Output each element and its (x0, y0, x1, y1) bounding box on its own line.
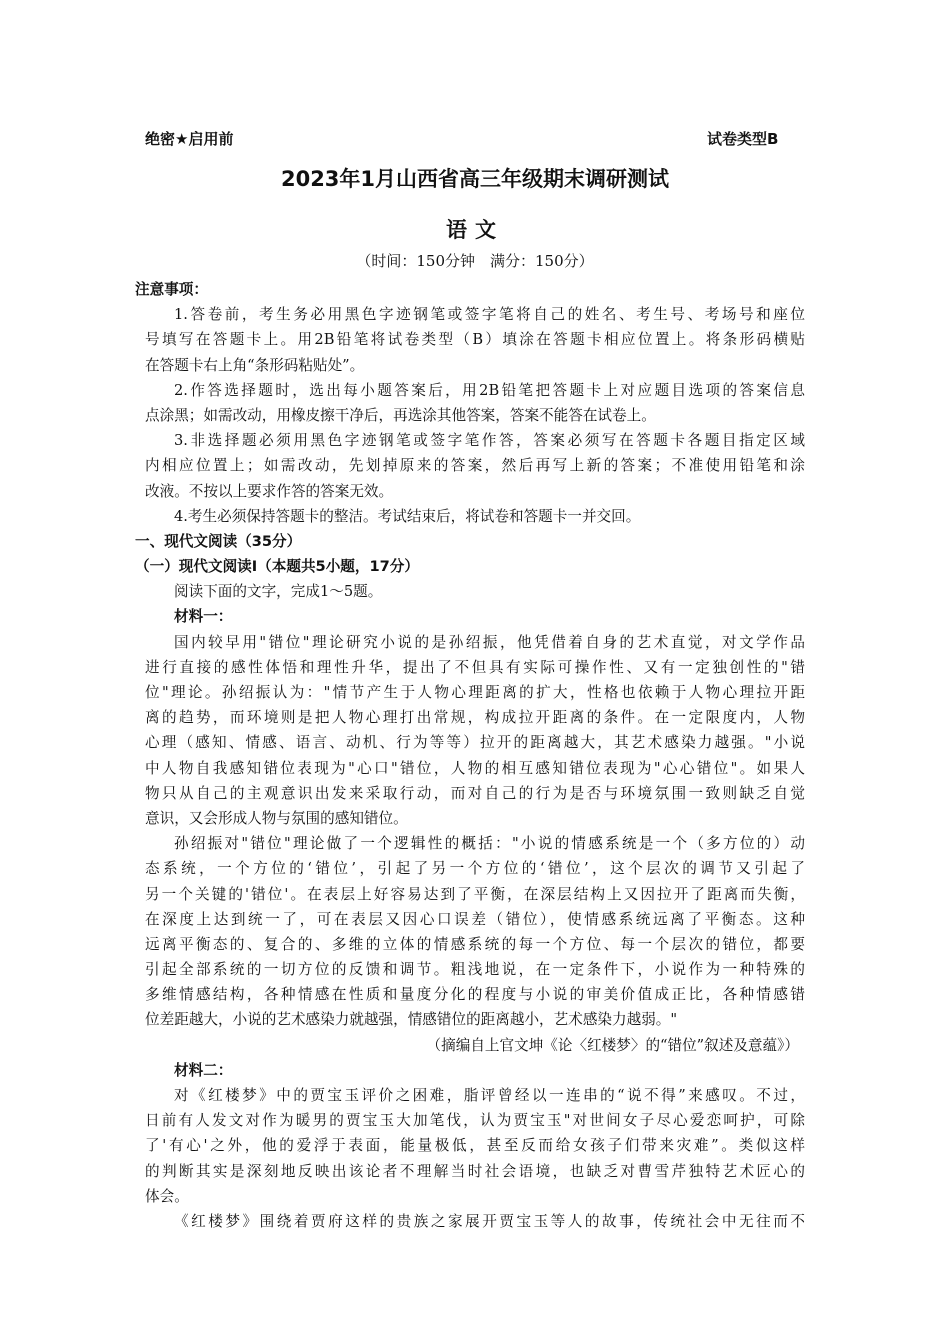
notice-line: 点涂黑；如需改动，用橡皮擦干净后，再选涂其他答案，答案不能答在试卷上。 (145, 406, 656, 424)
passage-line: 日前有人发文对作为暖男的贾宝玉大加笔伐，认为贾宝玉"对世间女子尽心爱恋呵护，可除 (145, 1112, 805, 1130)
notice-line: 号填写在答题卡上。用2B铅笔将试卷类型（B）填涂在答题卡相应位置上。将条形码横贴 (145, 331, 805, 349)
passage-line: 体会。 (145, 1187, 189, 1205)
passage-line: 国内较早用"错位"理论研究小说的是孙绍振，他凭借着自身的艺术直觉，对文学作品 (174, 633, 805, 651)
notice-line: 改液。不按以上要求作答的答案无效。 (145, 482, 394, 500)
notice-line: 1.答卷前，考生务必用黑色字迹钢笔或签字笔将自己的姓名、考生号、考场号和座位 (174, 306, 805, 324)
notice-line: 3.非选择题必须用黑色字迹钢笔或签字笔作答，答案必须写在答题卡各题目指定区域 (174, 432, 805, 450)
passage-line: 的判断其实是深刻地反映出该论者不理解当时社会语境，也缺乏对曹雪芹独特艺术匠心的 (145, 1162, 805, 1180)
passage-line: 态系统，一个方位的‘错位’，引起了另一个方位的‘错位’，这个层次的调节又引起了 (145, 860, 805, 878)
exam-content (135, 277, 805, 1234)
secret-label: 绝密★启用前 (145, 130, 234, 148)
reading-instruction: 阅读下面的文字，完成1～5题。 (174, 583, 383, 601)
notice-heading: 注意事项： (135, 281, 208, 298)
subsection-heading: （一）现代文阅读Ⅰ（本题共5小题，17分） (135, 558, 419, 576)
passage-line: 位差距越大，小说的艺术感染力就越强，情感错位的距离越小，艺术感染力越弱。" (145, 1011, 678, 1029)
passage-line: 心理（感知、情感、语言、动机、行为等等）拉开的距离越大，其艺术感染力越强。"小说 (145, 734, 805, 752)
passage-line: 位"理论。孙绍振认为："情节产生于人物心理距离的扩大，性格也依赖于人物心理拉开距 (145, 684, 805, 701)
passage-line: 中人物自我感知错位表现为"心口"错位，人物的相互感知错位表现为"心心错位"。如果人 (145, 759, 805, 777)
passage-line: 另一个关键的'错位'。在表层上好容易达到了平衡，在深层结构上又因拉开了距离而失衡， (145, 885, 805, 903)
notice-line: 在答题卡右上角“条形码粘贴处”。 (145, 356, 365, 374)
passage-line: 了'有心'之外，他的爱浮于表面，能量极低，甚至反而给女孩子们带来灾难”。类似这样 (145, 1137, 805, 1155)
passage-line: 意识，又会形成人物与氛围的感知错位。 (145, 809, 408, 827)
passage-line: 《红楼梦》围绕着贾府这样的贵族之家展开贾宝玉等人的故事，传统社会中无往而不 (174, 1212, 805, 1230)
material-one-source: （摘编自上官文坤《论〈红楼梦〉的“错位”叙述及意蕴》） (426, 1036, 799, 1054)
passage-line: 远离平衡态的、复合的、多维的立体的情感系统的每一个方位、每一个层次的错位，都要 (145, 935, 805, 953)
passage-line: 多维情感结构，各种情感在性质和量度分化的程度与小说的审美价值成正比，各种情感错 (145, 986, 805, 1004)
time-info: （时间：150分钟 满分：150分） (356, 252, 594, 270)
exam-title: 2023年1月山西省高三年级期末调研测试 (280, 167, 670, 191)
paper-type-label: 试卷类型B (707, 130, 779, 148)
material-one-heading: 材料一： (174, 608, 233, 626)
passage-line: 对《红楼梦》中的贾宝玉评价之困难，脂评曾经以一连串的“说不得”来感叹。不过， (174, 1087, 805, 1104)
passage-line: 物只从自己的主观意识出发来采取行动，而对自己的行为是否与环境氛围一致则缺乏自觉 (145, 784, 805, 802)
section-heading: 一、现代文阅读（35分） (135, 532, 302, 550)
passage-line: 引起全部系统的一切方位的反馈和调节。粗浅地说，在一定条件下，小说作为一种特殊的 (145, 961, 805, 979)
notice-line: 2.作答选择题时，选出每小题答案后，用2B铅笔把答题卡上对应题目选项的答案信息 (174, 381, 805, 399)
subject-title: 语文 (446, 218, 504, 242)
passage-line: 在深度上达到统一了，可在表层又因心口误差（错位），使情感系统远离了平衡态。这种 (145, 910, 805, 928)
notice-line: 内相应位置上；如需改动，先划掉原来的答案，然后再写上新的答案；不准使用铅笔和涂 (145, 457, 805, 475)
passage-line: 离的趋势，而环境则是把人物心理打出常规，构成拉开距离的条件。在一定限度内，人物 (145, 709, 805, 727)
notice-line: 4.考生必须保持答题卡的整洁。考试结束后，将试卷和答题卡一并交回。 (174, 507, 641, 525)
passage-line: 进行直接的感性体悟和理性升华，提出了不但具有实际可操作性、又有一定独创性的"错 (145, 658, 805, 676)
material-two-heading: 材料二： (174, 1061, 233, 1079)
passage-line: 孙绍振对"错位"理论做了一个逻辑性的概括："小说的情感系统是一个（多方位的）动 (174, 835, 805, 853)
